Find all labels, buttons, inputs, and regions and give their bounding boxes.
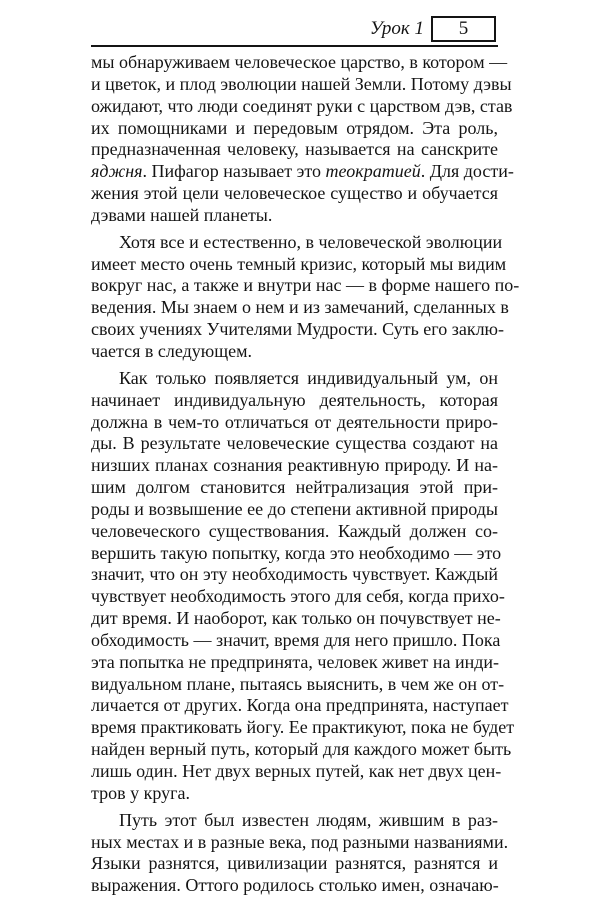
text-line: дэвами нашей планеты. (91, 204, 273, 225)
page-header (0, 0, 600, 60)
text-line: ды. В результате человеческие существа создают на (91, 433, 498, 454)
text-line: должна в чем-то отличаться от деятельности приро- (91, 411, 498, 432)
paragraph (91, 231, 520, 363)
text-line: Как только появляется индивидуальный ум, он (119, 367, 498, 388)
text-line: чувствует необходимость этого для себя, когда прихо- (91, 586, 505, 607)
text-line: ведения. Мы знаем о нем и из замечаний, сделанных в (91, 297, 509, 318)
text-line: своих учениях Учителями Мудрости. Суть его заклю- (91, 319, 504, 340)
text-line: роды и возвышение ее до степени активной природы (91, 498, 498, 519)
text-line: видуальном плане, пытаясь выяснить, в чем же он от- (91, 673, 505, 694)
text-line: жения этой цели человеческое существо и обучается (91, 183, 498, 204)
text-line: значит, что он эту необходимость чувствует. Каждый (91, 564, 498, 585)
text-line: вокруг нас, а также и внутри нас — в форме нашего по- (91, 275, 520, 296)
text-line: мы обнаруживаем человеческое царство, в котором — (91, 52, 508, 72)
text-line: ных местах и в разные века, под разными названиями. (91, 831, 509, 852)
text-line: найден верный путь, который для каждого может быть (91, 739, 512, 760)
line-fragment: . Для дости- (420, 161, 514, 182)
text-line: время практиковать йогу. Ее практикуют, пока не будет (91, 717, 515, 738)
paragraph (91, 809, 509, 897)
text-line: и цветок, и плод эволюции нашей Земли. Потому дэвы (91, 73, 512, 94)
text-line: обходимость — значит, время для него пришло. Пока (91, 629, 501, 650)
term-theocracy: теократией (325, 161, 421, 182)
text-line: эта попытка не предпринята, человек живет на инди- (91, 651, 500, 672)
text-line: ожидают, что люди соединят руки с царством дэв, став (91, 95, 513, 116)
text-line: дит время. И наоборот, как только он почувствует не- (91, 608, 501, 629)
text-line: чается в следующем. (91, 340, 252, 361)
text-line: лишь один. Нет двух верных путей, как нет двух цен- (91, 761, 502, 781)
text-line: шим долгом становится нейтрализация этой при- (91, 477, 498, 498)
lesson-title: Урок 1 (369, 18, 424, 39)
line-fragment: . Пифагор называет это (142, 161, 326, 182)
sanskrit-term: яджня (91, 161, 143, 182)
text-line: начинает индивидуальную деятельность, которая (91, 389, 498, 410)
page-number: 5 (431, 16, 496, 42)
body-text (91, 52, 520, 897)
paragraph (91, 367, 515, 805)
header-rule (91, 45, 498, 47)
text-line: предназначенная человеку, называется на санскрите (91, 139, 498, 160)
text-line: низших планах сознания реактивную природу. И на- (91, 455, 498, 476)
text-line: личается от других. Когда она предпринята, наступает (91, 695, 509, 716)
paragraph (91, 52, 514, 227)
text-line: человеческого существования. Каждый должен со- (91, 520, 498, 541)
text-line (91, 161, 514, 183)
text-line: имеет место очень темный кризис, который мы видим (91, 253, 507, 274)
text-line: Путь этот был известен людям, жившим в раз- (119, 809, 498, 830)
text-line: Хотя все и естественно, в человеческой эволюции (119, 231, 503, 252)
text-line: выражения. Оттого родилось столько имен, означаю- (91, 875, 499, 896)
text-line: вершить такую попытку, когда это необходимо — это (91, 542, 502, 563)
text-line: их помощниками и передовым отрядом. Эта роль, (91, 117, 498, 138)
text-line: тров у круга. (91, 782, 190, 803)
text-line: Языки разнятся, цивилизации разнятся, разнятся и (91, 853, 498, 874)
